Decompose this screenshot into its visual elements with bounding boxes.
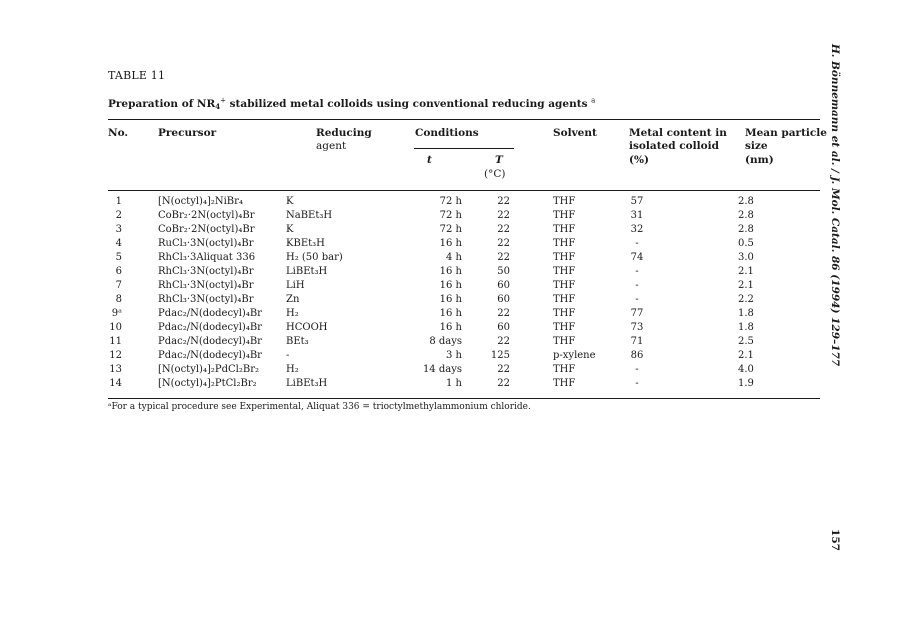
cell-precursor: [N(octyl)₄]₂NiBr₄	[158, 196, 243, 207]
cell-metal-content: 71	[630, 336, 644, 347]
cell-metal-content: 86	[630, 350, 644, 361]
cell-metal-content: 32	[630, 224, 644, 235]
cell-reducing-agent: HCOOH	[286, 322, 328, 333]
cell-solvent: THF	[553, 266, 576, 277]
table-label: TABLE 11	[108, 69, 166, 82]
cell-time: 16 h	[439, 294, 462, 305]
cell-precursor: RhCl₃·3N(octyl)₄Br	[158, 280, 254, 291]
header-mean-unit: (nm)	[745, 154, 774, 166]
cell-metal-content: 74	[630, 252, 644, 263]
cell-particle-size: 2.1	[738, 266, 754, 277]
header-metal-line2: isolated colloid	[629, 140, 719, 152]
cell-particle-size: 4.0	[738, 364, 754, 375]
table-row	[0, 307, 912, 321]
cell-no: 1	[115, 196, 122, 207]
cell-particle-size: 2.1	[738, 350, 754, 361]
cell-time: 16 h	[439, 266, 462, 277]
cell-solvent: THF	[553, 364, 576, 375]
cell-temperature: 60	[497, 294, 510, 305]
cell-temperature: 50	[497, 266, 510, 277]
table-row	[0, 265, 912, 279]
caption-superscript: +	[220, 96, 226, 105]
table-caption	[108, 98, 595, 110]
cell-precursor: Pdac₂/N(dodecyl)₄Br	[158, 336, 262, 347]
cell-reducing-agent: NaBEt₃H	[286, 210, 333, 221]
cell-precursor: [N(octyl)₄]₂PdCl₂Br₂	[158, 364, 259, 375]
cell-metal-content: -	[635, 294, 639, 305]
cell-reducing-agent: H₂	[286, 364, 299, 375]
header-reducing-line1: Reducing	[316, 127, 372, 139]
cell-precursor: RuCl₃·3N(octyl)₄Br	[158, 238, 254, 249]
cell-no: 2	[115, 210, 122, 221]
caption-subscript: 4	[215, 102, 221, 111]
cell-no: 8	[115, 294, 122, 305]
table-row	[0, 377, 912, 391]
caption-text-before: Preparation of NR	[108, 98, 216, 110]
cell-temperature: 22	[497, 196, 510, 207]
cell-reducing-agent: KBEt₃H	[286, 238, 325, 249]
cell-particle-size: 2.2	[738, 294, 754, 305]
table-row	[0, 293, 912, 307]
page-number-text: 157	[829, 529, 841, 551]
header-precursor: Precursor	[158, 127, 217, 139]
header-reducing-line2: agent	[316, 140, 347, 152]
cell-solvent: THF	[553, 252, 576, 263]
cell-time: 72 h	[439, 196, 462, 207]
cell-temperature: 125	[490, 350, 510, 361]
table-row	[0, 363, 912, 377]
header-temperature-unit: (°C)	[484, 168, 506, 180]
cell-solvent: THF	[553, 210, 576, 221]
table-top-rule	[108, 119, 820, 120]
cell-precursor: [N(octyl)₄]₂PtCl₂Br₂	[158, 378, 257, 389]
caption-text-after: stabilized metal colloids using conventional reducing agents	[225, 98, 588, 110]
cell-temperature: 22	[497, 336, 510, 347]
header-solvent: Solvent	[553, 127, 597, 139]
cell-temperature: 60	[497, 280, 510, 291]
cell-time: 16 h	[439, 280, 462, 291]
cell-temperature: 22	[497, 210, 510, 221]
conditions-rule	[414, 148, 514, 149]
cell-metal-content: -	[635, 266, 639, 277]
cell-no: 10	[109, 322, 122, 333]
cell-no: 9ᵃ	[111, 308, 122, 319]
cell-precursor: RhCl₃·3Aliquat 336	[158, 252, 256, 263]
table-row	[0, 335, 912, 349]
cell-reducing-agent: K	[286, 196, 294, 207]
table-row	[0, 349, 912, 363]
cell-no: 5	[115, 252, 122, 263]
cell-no: 14	[109, 378, 122, 389]
cell-time: 1 h	[446, 378, 462, 389]
cell-temperature: 22	[497, 224, 510, 235]
cell-particle-size: 1.8	[738, 308, 754, 319]
cell-time: 14 days	[422, 364, 462, 375]
cell-particle-size: 3.0	[738, 252, 754, 263]
cell-time: 72 h	[439, 210, 462, 221]
cell-particle-size: 1.9	[738, 378, 754, 389]
table-footnote: ᵃFor a typical procedure see Experimental, Aliquat 336 = trioctylmethylammonium chloride.	[108, 402, 531, 412]
header-mean-line1: Mean particle	[745, 127, 827, 139]
page-number	[825, 520, 845, 560]
cell-reducing-agent: LiH	[286, 280, 305, 291]
cell-particle-size: 2.5	[738, 336, 754, 347]
table-row	[0, 209, 912, 223]
cell-no: 11	[109, 336, 122, 347]
cell-time: 16 h	[439, 322, 462, 333]
cell-particle-size: 0.5	[738, 238, 754, 249]
cell-precursor: Pdac₂/N(dodecyl)₄Br	[158, 308, 262, 319]
cell-particle-size: 2.8	[738, 210, 754, 221]
cell-solvent: p-xylene	[553, 350, 596, 361]
cell-solvent: THF	[553, 378, 576, 389]
cell-no: 13	[109, 364, 122, 375]
cell-solvent: THF	[553, 322, 576, 333]
cell-metal-content: -	[635, 280, 639, 291]
cell-reducing-agent: H₂ (50 bar)	[286, 252, 343, 263]
cell-solvent: THF	[553, 224, 576, 235]
running-header-text: H. Bönnemann et al. / J. Mol. Catal. 86 (1994) 129–177	[829, 43, 841, 367]
cell-reducing-agent: LiBEt₃H	[286, 266, 328, 277]
cell-precursor: CoBr₂·2N(octyl)₄Br	[158, 210, 255, 221]
header-conditions: Conditions	[415, 127, 479, 139]
cell-precursor: CoBr₂·2N(octyl)₄Br	[158, 224, 255, 235]
header-metal-unit: (%)	[629, 154, 649, 166]
cell-particle-size: 2.8	[738, 196, 754, 207]
cell-time: 8 days	[429, 336, 462, 347]
cell-reducing-agent: BEt₃	[286, 336, 309, 347]
cell-metal-content: -	[635, 378, 639, 389]
cell-temperature: 22	[497, 252, 510, 263]
cell-no: 7	[115, 280, 122, 291]
cell-reducing-agent: H₂	[286, 308, 299, 319]
table-row	[0, 321, 912, 335]
header-time: t	[427, 154, 432, 166]
cell-temperature: 22	[497, 238, 510, 249]
cell-solvent: THF	[553, 336, 576, 347]
header-temperature: T	[495, 154, 503, 166]
cell-metal-content: 57	[630, 196, 644, 207]
cell-precursor: RhCl₃·3N(octyl)₄Br	[158, 266, 254, 277]
cell-precursor: Pdac₂/N(dodecyl)₄Br	[158, 322, 262, 333]
cell-metal-content: 31	[630, 210, 644, 221]
cell-metal-content: -	[635, 238, 639, 249]
caption-footnote-mark: a	[591, 96, 596, 105]
cell-time: 16 h	[439, 308, 462, 319]
header-mean-line2: size	[745, 140, 768, 152]
cell-reducing-agent: K	[286, 224, 294, 235]
cell-time: 72 h	[439, 224, 462, 235]
cell-temperature: 22	[497, 308, 510, 319]
cell-precursor: Pdac₂/N(dodecyl)₄Br	[158, 350, 262, 361]
cell-solvent: THF	[553, 238, 576, 249]
cell-reducing-agent: -	[286, 350, 290, 361]
cell-no: 6	[115, 266, 122, 277]
cell-solvent: THF	[553, 280, 576, 291]
cell-temperature: 22	[497, 378, 510, 389]
cell-metal-content: 73	[630, 322, 644, 333]
cell-reducing-agent: LiBEt₃H	[286, 378, 328, 389]
cell-solvent: THF	[553, 196, 576, 207]
cell-solvent: THF	[553, 308, 576, 319]
table-bottom-rule	[108, 398, 820, 399]
cell-metal-content: -	[635, 364, 639, 375]
cell-precursor: RhCl₃·3N(octyl)₄Br	[158, 294, 254, 305]
cell-particle-size: 2.8	[738, 224, 754, 235]
cell-no: 3	[115, 224, 122, 235]
running-header	[825, 43, 845, 367]
cell-time: 4 h	[446, 252, 462, 263]
cell-no: 12	[109, 350, 122, 361]
cell-temperature: 22	[497, 364, 510, 375]
cell-time: 3 h	[446, 350, 462, 361]
cell-reducing-agent: Zn	[286, 294, 300, 305]
header-no: No.	[108, 127, 129, 139]
table-row	[0, 195, 912, 209]
table-row	[0, 237, 912, 251]
table-row	[0, 251, 912, 265]
table-row	[0, 279, 912, 293]
cell-solvent: THF	[553, 294, 576, 305]
cell-temperature: 60	[497, 322, 510, 333]
table-row	[0, 223, 912, 237]
cell-particle-size: 2.1	[738, 280, 754, 291]
header-metal-line1: Metal content in	[629, 127, 727, 139]
cell-metal-content: 77	[630, 308, 644, 319]
cell-no: 4	[115, 238, 122, 249]
cell-time: 16 h	[439, 238, 462, 249]
table-header-rule	[108, 190, 820, 191]
cell-particle-size: 1.8	[738, 322, 754, 333]
